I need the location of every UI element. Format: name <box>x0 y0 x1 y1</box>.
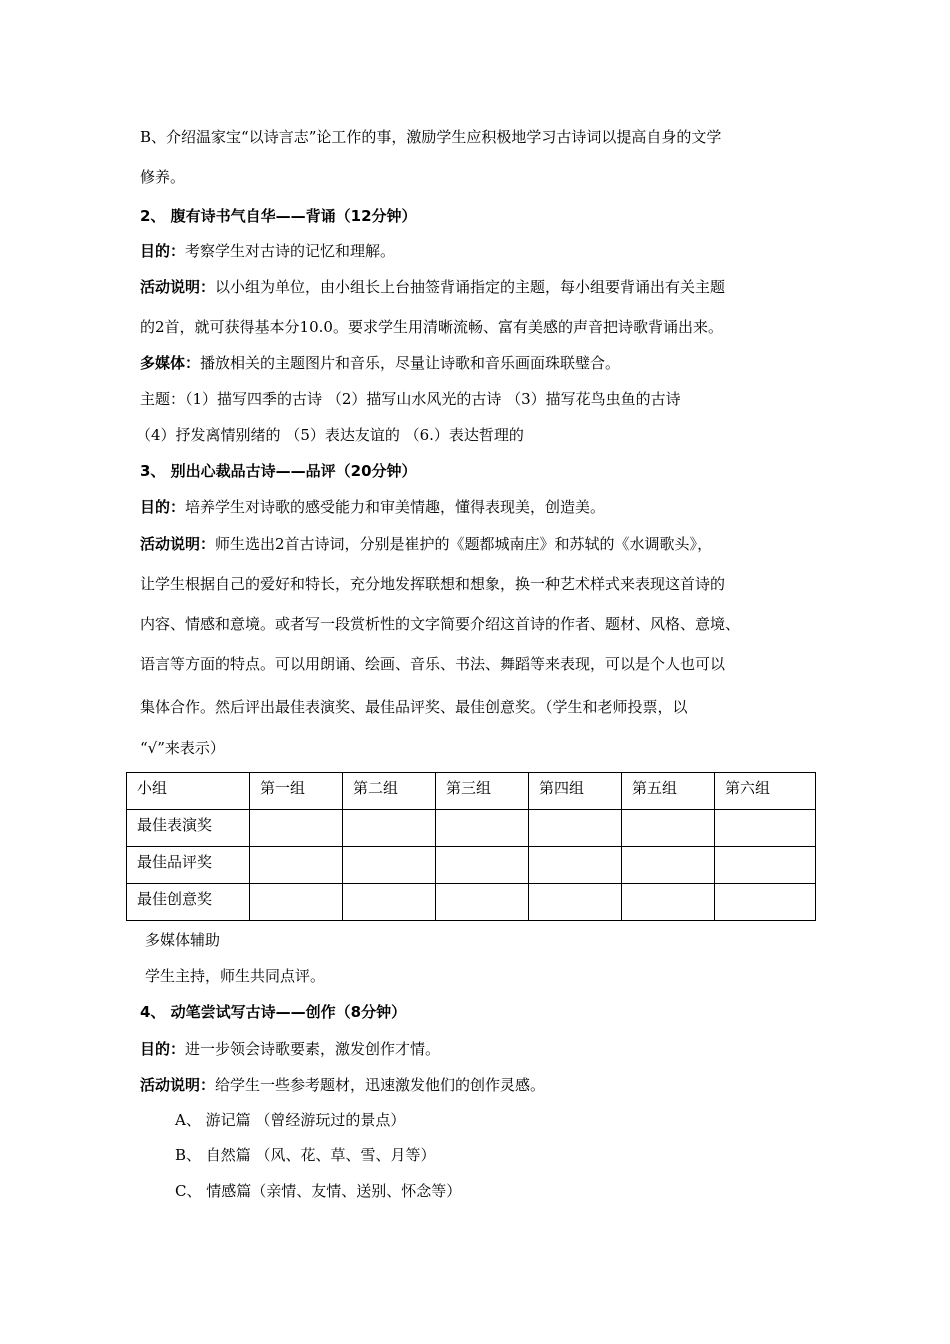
goal-text: 培养学生对诗歌的感受能力和审美情趣，懂得表现美，创造美。 <box>185 498 606 516</box>
activity-label: 活动说明： <box>140 278 216 296</box>
section-2-activity-cont: 的2首，就可获得基本分10.0。要求学生用清晰流畅、富有美感的声音把诗歌背诵出来。 <box>140 318 723 336</box>
vote-cell[interactable] <box>529 884 622 921</box>
section-3-activity-2: 让学生根据自己的爱好和特长，充分地发挥联想和想象，换一种艺术样式来表现这首诗的 <box>140 575 726 593</box>
vote-cell[interactable] <box>343 847 436 884</box>
section-3-heading: 3、 别出心裁品古诗——品评（20分钟） <box>140 462 417 480</box>
section-2-activity <box>140 277 725 297</box>
section-2-heading: 2、 腹有诗书气自华——背诵（12分钟） <box>140 207 417 225</box>
header-cell: 第一组 <box>250 773 343 810</box>
section-4-activity <box>140 1075 545 1095</box>
section-3-goal <box>140 497 605 517</box>
section-2-media <box>140 353 620 373</box>
vote-cell[interactable] <box>622 810 715 847</box>
table-row <box>127 884 816 921</box>
vote-cell[interactable] <box>436 847 529 884</box>
section-3-after-2: 学生主持，师生共同点评。 <box>145 967 326 985</box>
header-cell: 第三组 <box>436 773 529 810</box>
vote-cell[interactable] <box>529 810 622 847</box>
vote-cell[interactable] <box>715 847 816 884</box>
activity-text: 以小组为单位，由小组长上台抽签背诵指定的主题，每小组要背诵出有关主题 <box>215 278 726 296</box>
vote-cell[interactable] <box>715 810 816 847</box>
intro-line-2: 修养。 <box>140 168 186 186</box>
section-3-activity-6: “√”来表示） <box>140 739 225 757</box>
vote-cell[interactable] <box>343 810 436 847</box>
activity-text: 给学生一些参考题材，迅速激发他们的创作灵感。 <box>215 1076 546 1094</box>
activity-label: 活动说明： <box>140 1076 216 1094</box>
intro-line-1: B、介绍温家宝“以诗言志”论工作的事，激励学生应积极地学习古诗词以提高自身的文学 <box>140 128 722 146</box>
section-2-goal <box>140 241 395 261</box>
section-3-activity-5: 集体合作。然后评出最佳表演奖、最佳品评奖、最佳创意奖。（学生和老师投票，以 <box>140 698 688 716</box>
header-cell: 第五组 <box>622 773 715 810</box>
header-cell: 小组 <box>127 773 250 810</box>
awards-table <box>126 772 816 921</box>
table-row <box>127 810 816 847</box>
list-item: C、 情感篇（亲情、友情、送别、怀念等） <box>175 1182 462 1200</box>
section-3-after-1: 多媒体辅助 <box>145 931 221 949</box>
row-label: 最佳创意奖 <box>127 884 250 921</box>
row-label: 最佳表演奖 <box>127 810 250 847</box>
section-2-themes-2: （4）抒发离情别绪的 （5）表达友谊的 （6.）表达哲理的 <box>136 426 524 444</box>
goal-label: 目的： <box>140 242 186 260</box>
vote-cell[interactable] <box>436 884 529 921</box>
table-row <box>127 847 816 884</box>
vote-cell[interactable] <box>622 847 715 884</box>
list-item: B、 自然篇 （风、花、草、雪、月等） <box>175 1146 436 1164</box>
section-4-goal <box>140 1039 440 1059</box>
section-4-heading: 4、 动笔尝试写古诗——创作（8分钟） <box>140 1003 407 1021</box>
section-3-activity-4: 语言等方面的特点。可以用朗诵、绘画、音乐、书法、舞蹈等来表现，可以是个人也可以 <box>140 655 726 673</box>
goal-text: 考察学生对古诗的记忆和理解。 <box>185 242 396 260</box>
media-text: 播放相关的主题图片和音乐，尽量让诗歌和音乐画面珠联璧合。 <box>200 354 621 372</box>
header-cell: 第六组 <box>715 773 816 810</box>
table-header-row <box>127 773 816 810</box>
vote-cell[interactable] <box>250 847 343 884</box>
goal-label: 目的： <box>140 498 186 516</box>
vote-cell[interactable] <box>529 847 622 884</box>
section-2-themes-1: 主题：（1）描写四季的古诗 （2）描写山水风光的古诗 （3）描写花鸟虫鱼的古诗 <box>140 390 681 408</box>
header-cell: 第四组 <box>529 773 622 810</box>
row-label: 最佳品评奖 <box>127 847 250 884</box>
header-cell: 第二组 <box>343 773 436 810</box>
goal-label: 目的： <box>140 1040 186 1058</box>
activity-label: 活动说明： <box>140 535 216 553</box>
vote-cell[interactable] <box>250 810 343 847</box>
vote-cell[interactable] <box>250 884 343 921</box>
section-3-activity-3: 内容、情感和意境。或者写一段赏析性的文字简要介绍这首诗的作者、题材、风格、意境、 <box>140 615 741 633</box>
vote-cell[interactable] <box>343 884 436 921</box>
vote-cell[interactable] <box>622 884 715 921</box>
section-3-activity <box>140 534 712 554</box>
vote-cell[interactable] <box>436 810 529 847</box>
goal-text: 进一步领会诗歌要素，激发创作才情。 <box>185 1040 441 1058</box>
vote-cell[interactable] <box>715 884 816 921</box>
activity-text: 师生选出2首古诗词，分别是崔护的《题都城南庄》和苏轼的《水调歌头》， <box>215 535 713 553</box>
media-label: 多媒体： <box>140 354 201 372</box>
list-item: A、 游记篇 （曾经游玩过的景点） <box>175 1111 406 1129</box>
